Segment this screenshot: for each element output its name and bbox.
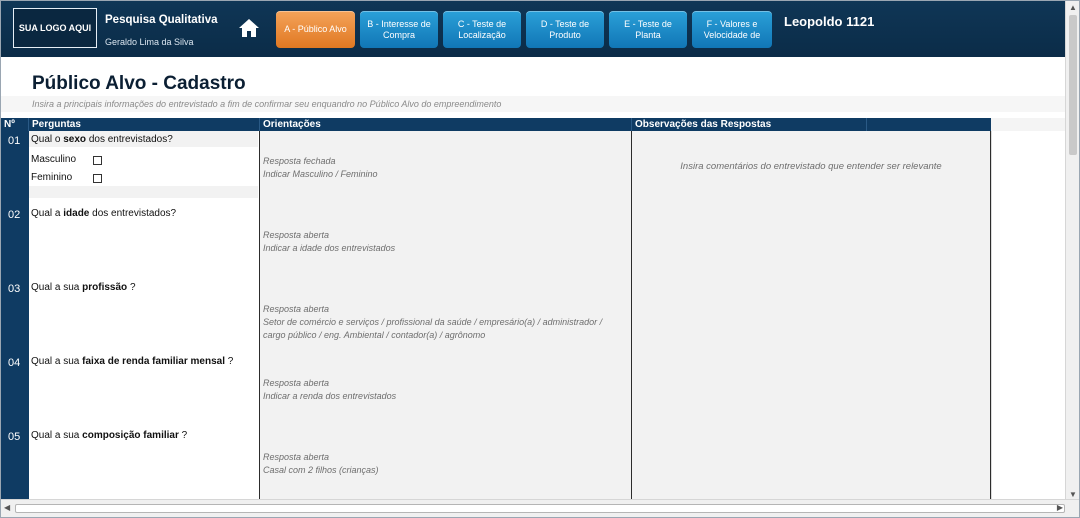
page-title: Público Alvo - Cadastro <box>32 73 246 94</box>
masculino-checkbox[interactable] <box>93 156 102 165</box>
scroll-down-icon[interactable]: ▼ <box>1069 490 1077 499</box>
header-question: Perguntas <box>29 118 260 131</box>
tab-publico-alvo[interactable]: A - Público Alvo <box>276 11 355 48</box>
observation-cell[interactable] <box>632 279 991 353</box>
row-number: 01 <box>8 135 21 147</box>
question-cell[interactable] <box>29 131 260 205</box>
table-header <box>1 118 991 131</box>
observation-cell[interactable]: Insira comentários do entrevistado que entender ser relevante <box>632 131 991 205</box>
header-empty <box>867 118 991 131</box>
header-num: Nº <box>1 118 29 131</box>
guidance-cell: Resposta aberta Setor de comércio e serviços / profissional da saúde / empresário(a) / administrador / cargo público / eng. Ambiental / contador(a) / agrônomo <box>260 279 632 353</box>
horizontal-scroll-thumb[interactable] <box>15 504 1065 513</box>
row-number: 02 <box>8 209 21 221</box>
question-cell[interactable]: Qual a sua profissão ? <box>29 279 260 353</box>
project-name: Leopoldo 1121 <box>784 14 875 29</box>
tab-interesse-de-compra[interactable]: B - Interesse de Compra <box>360 11 438 48</box>
observation-cell[interactable] <box>632 427 991 501</box>
horizontal-scrollbar[interactable] <box>1 499 1080 517</box>
scroll-right-icon[interactable]: ▶ <box>1056 503 1063 512</box>
scroll-left-icon[interactable]: ◀ <box>4 503 11 512</box>
observation-cell[interactable] <box>632 353 991 427</box>
home-icon[interactable] <box>237 17 261 39</box>
tab-teste-de-produto[interactable]: D - Teste de Produto <box>526 11 604 48</box>
tab-teste-de-localizacao[interactable]: C - Teste de Localização <box>443 11 521 48</box>
table-row <box>29 353 991 427</box>
scroll-up-icon[interactable]: ▲ <box>1069 3 1077 12</box>
app-title: Pesquisa Qualitativa <box>105 14 218 26</box>
table-row <box>29 131 991 205</box>
page-description: Insira a principais informações do entrevistado a fim de confirmar seu enquandro no Público Alvo do empreendimento <box>1 96 1067 112</box>
header-guidance: Orientações <box>260 118 632 131</box>
row-number: 05 <box>8 431 21 443</box>
logo-placeholder: SUA LOGO AQUI <box>13 8 97 48</box>
row-number-column <box>1 131 29 501</box>
header-observations: Observações das Respostas <box>632 118 867 131</box>
option-masculino-label: Masculino <box>31 154 77 165</box>
table-row <box>29 279 991 353</box>
guidance-cell: Resposta aberta Casal com 2 filhos (crianças) <box>260 427 632 501</box>
row-number: 03 <box>8 283 21 295</box>
feminino-checkbox[interactable] <box>93 174 102 183</box>
vertical-scroll-thumb[interactable] <box>1069 15 1077 155</box>
question-cell[interactable]: Qual a sua faixa de renda familiar mensal ? <box>29 353 260 427</box>
tab-teste-de-planta[interactable]: E - Teste de Planta <box>609 11 687 48</box>
vertical-scrollbar[interactable] <box>1065 1 1079 501</box>
table-row <box>29 427 991 501</box>
app-header <box>1 1 1067 57</box>
question-cell[interactable]: Qual a idade dos entrevistados? <box>29 205 260 279</box>
author-name: Geraldo Lima da Silva <box>105 37 194 47</box>
guidance-cell: Resposta aberta Indicar a idade dos entrevistados <box>260 205 632 279</box>
question-text: Qual o sexo dos entrevistados? <box>29 131 258 147</box>
question-cell[interactable]: Qual a sua composição familiar ? <box>29 427 260 501</box>
option-feminino-label: Feminino <box>31 172 73 183</box>
blank-header-area <box>991 118 1067 131</box>
table-row <box>29 205 991 279</box>
observation-cell[interactable] <box>632 205 991 279</box>
guidance-cell: Resposta aberta Indicar a renda dos entrevistados <box>260 353 632 427</box>
row-number: 04 <box>8 357 21 369</box>
blank-sheet-area <box>991 131 1067 501</box>
tab-valores-e-velocidade[interactable]: F - Valores e Velocidade de <box>692 11 772 48</box>
question-footer <box>29 186 258 198</box>
guidance-cell: Resposta fechada Indicar Masculino / Feminino <box>260 131 632 205</box>
